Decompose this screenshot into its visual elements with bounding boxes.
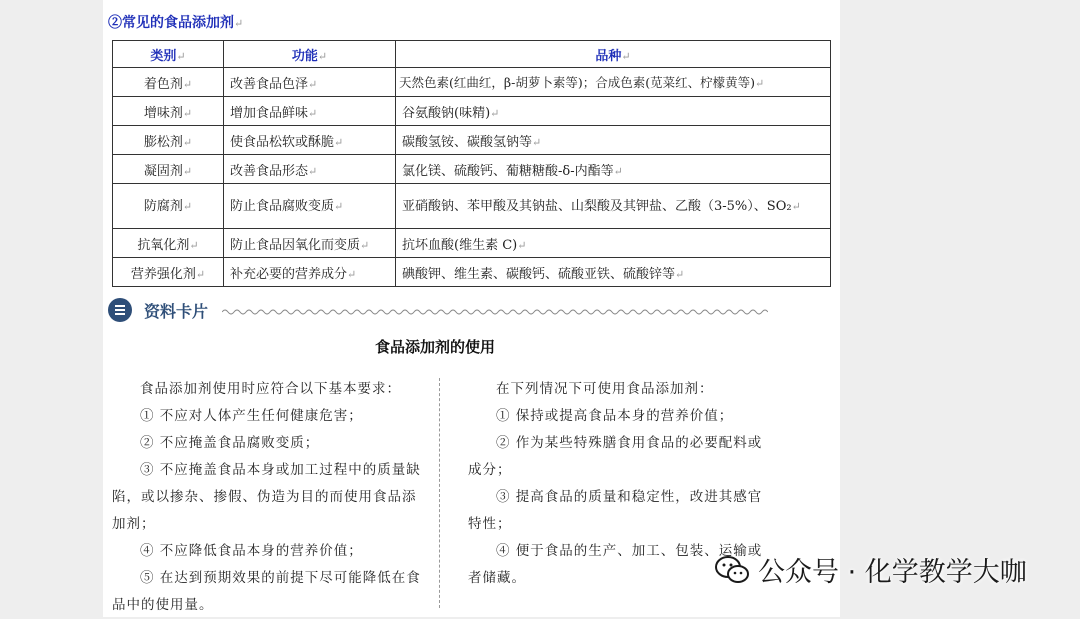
conditions-intro: 在下列情况下可使用食品添加剂：	[496, 381, 714, 397]
varieties-cell: 碘酸钾、维生素、碳酸钙、硫酸亚铁、硫酸锌等↵	[396, 258, 831, 287]
function-cell: 补充必要的营养成分↵	[224, 258, 396, 287]
condition-item: ④ 便于食品的生产、加工、包装、运输或者储藏。	[468, 543, 763, 586]
condition-item: ① 保持或提高食品本身的营养价值；	[496, 408, 734, 424]
function-cell: 防止食品因氧化而变质↵	[224, 229, 396, 258]
additive-table	[112, 40, 831, 287]
requirements-column	[112, 376, 422, 619]
category-cell: 防腐剂↵	[113, 184, 224, 229]
header-function: 功能↵	[224, 41, 396, 68]
condition-item: ③ 提高食品的质量和稳定性，改进其感官特性；	[468, 489, 763, 532]
requirements-intro: 食品添加剂使用时应符合以下基本要求：	[140, 381, 401, 397]
document-list-icon	[108, 298, 132, 322]
table-row	[113, 184, 831, 229]
header-category: 类别↵	[113, 41, 224, 68]
category-cell: 抗氧化剂↵	[113, 229, 224, 258]
info-card-label: 资料卡片	[144, 301, 209, 321]
varieties-cell: 谷氨酸钠(味精)↵	[396, 97, 831, 126]
requirement-item: ③ 不应掩盖食品本身或加工过程中的质量缺陷，或以掺杂、掺假、伪造为目的而使用食品添加剂；	[112, 462, 421, 532]
requirement-item: ⑤ 在达到预期效果的前提下尽可能降低在食品中的使用量。	[112, 570, 421, 613]
varieties-cell: 氯化镁、硫酸钙、葡糖糖酸-δ-内酯等↵	[396, 155, 831, 184]
info-card-header	[108, 298, 208, 322]
table-row	[113, 126, 831, 155]
category-cell: 膨松剂↵	[113, 126, 224, 155]
function-cell: 改善食品形态↵	[224, 155, 396, 184]
requirement-item: ④ 不应降低食品本身的营养价值；	[140, 543, 363, 559]
wechat-watermark	[714, 550, 1027, 589]
section-heading: ②常见的食品添加剂↵	[108, 15, 244, 31]
requirement-item: ① 不应对人体产生任何健康危害；	[140, 408, 363, 424]
condition-item: ② 作为某些特殊膳食用食品的必要配料或成分；	[468, 435, 763, 478]
varieties-cell: 亚硝酸钠、苯甲酸及其钠盐、山梨酸及其钾盐、乙酸（3-5%）、SO₂↵	[396, 184, 831, 229]
column-divider	[439, 378, 440, 608]
info-card-title: 食品添加剂的使用	[374, 338, 495, 356]
category-cell: 凝固剂↵	[113, 155, 224, 184]
wavy-divider	[222, 308, 768, 316]
varieties-cell: 抗坏血酸(维生素 C)↵	[396, 229, 831, 258]
table-row	[113, 229, 831, 258]
watermark-text: 公众号 · 化学教学大咖	[758, 557, 1027, 588]
function-cell: 防止食品腐败变质↵	[224, 184, 396, 229]
header-varieties: 品种↵	[396, 41, 831, 68]
function-cell: 增加食品鲜味↵	[224, 97, 396, 126]
table-header-row	[113, 41, 831, 68]
function-cell: 改善食品色泽↵	[224, 68, 396, 97]
wechat-icon	[714, 555, 750, 585]
table-row	[113, 68, 831, 97]
requirement-item: ② 不应掩盖食品腐败变质；	[140, 435, 320, 451]
varieties-cell: 碳酸氢铵、碳酸氢钠等↵	[396, 126, 831, 155]
varieties-cell: 天然色素(红曲红，β-胡萝卜素等)；合成色素(苋菜红、柠檬黄等)↵	[396, 68, 831, 97]
table-row	[113, 97, 831, 126]
category-cell: 增味剂↵	[113, 97, 224, 126]
function-cell: 使食品松软或酥脆↵	[224, 126, 396, 155]
table-row	[113, 258, 831, 287]
table-row	[113, 155, 831, 184]
category-cell: 营养强化剂↵	[113, 258, 224, 287]
category-cell: 着色剂↵	[113, 68, 224, 97]
